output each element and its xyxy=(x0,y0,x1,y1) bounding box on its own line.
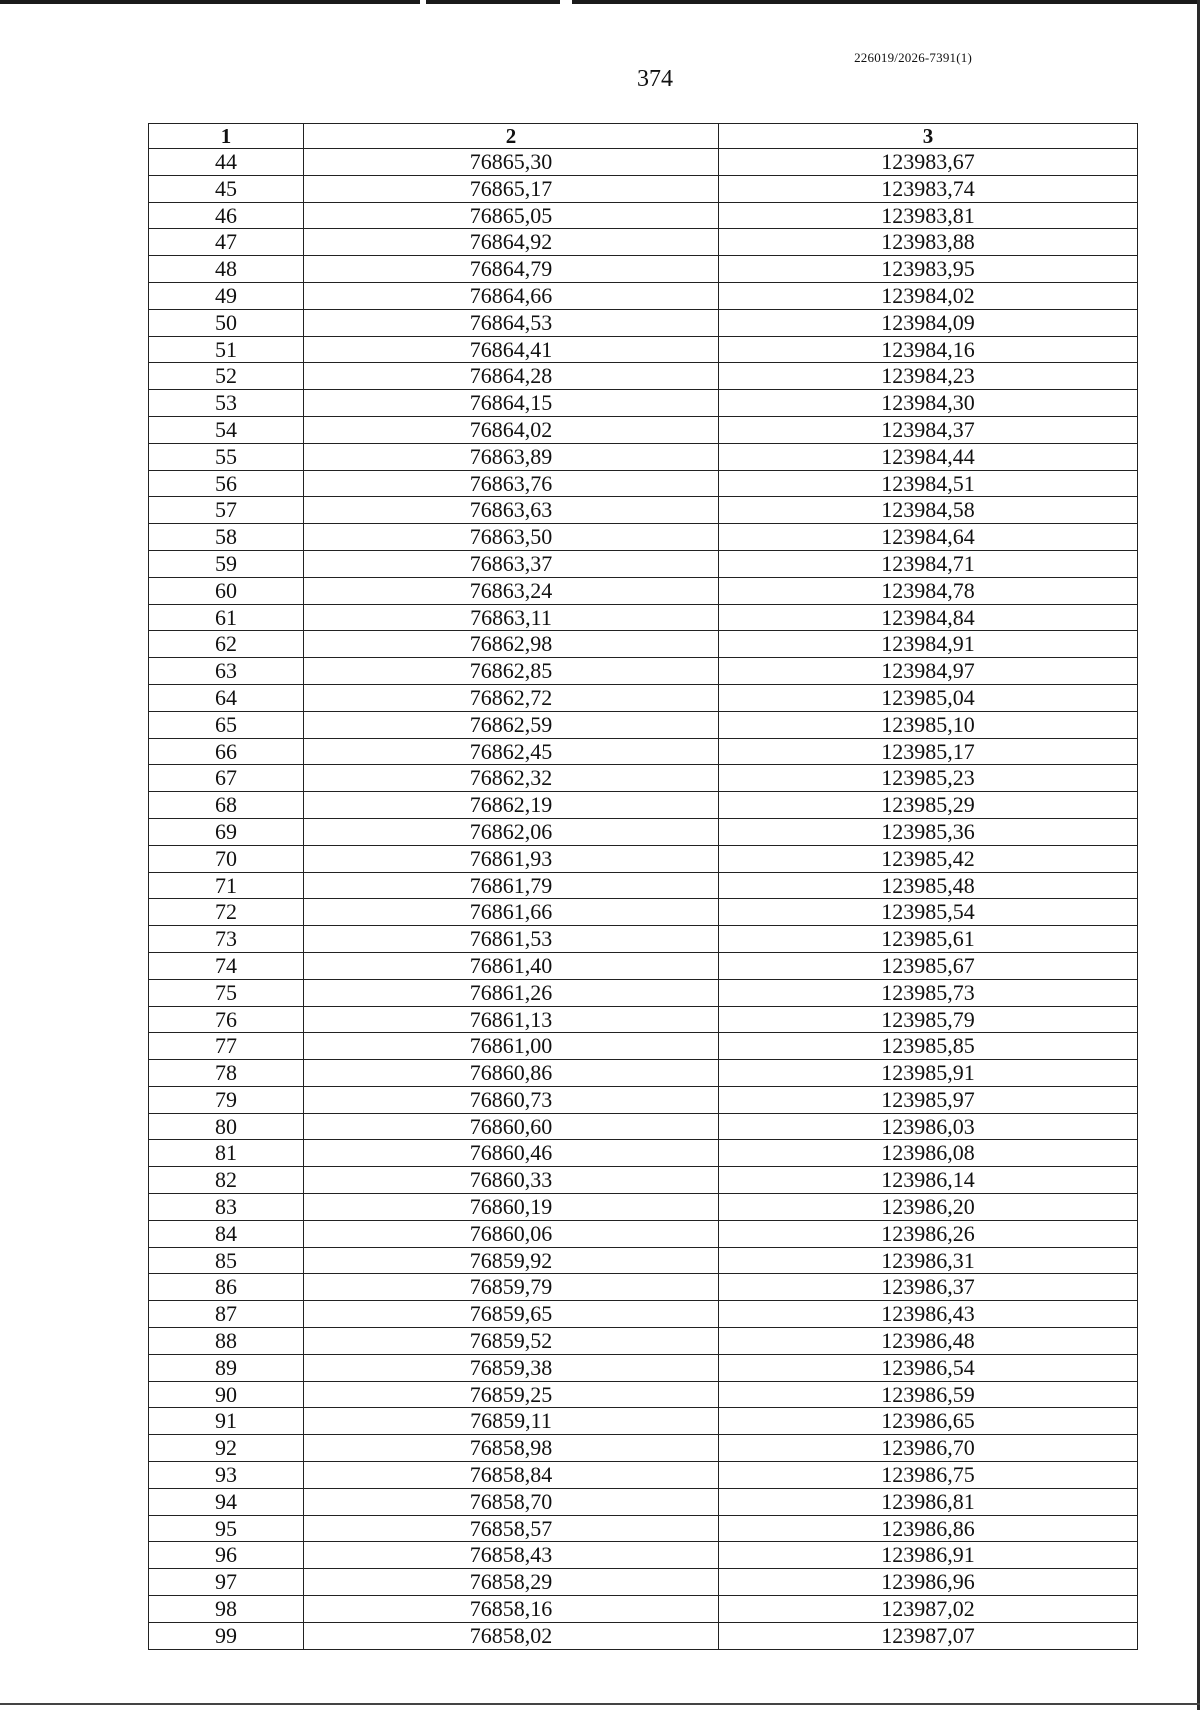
column-header-2: 2 xyxy=(304,124,719,149)
x-coordinate-cell: 76863,11 xyxy=(304,604,719,631)
table-body xyxy=(149,149,1138,1650)
page-number: 374 xyxy=(637,66,673,92)
y-coordinate-cell: 123984,58 xyxy=(719,497,1138,524)
point-number-cell: 71 xyxy=(149,872,304,899)
x-coordinate-cell: 76860,73 xyxy=(304,1086,719,1113)
x-coordinate-cell: 76862,85 xyxy=(304,658,719,685)
table-row xyxy=(149,899,1138,926)
point-number-cell: 73 xyxy=(149,926,304,953)
table-row xyxy=(149,550,1138,577)
x-coordinate-cell: 76860,06 xyxy=(304,1220,719,1247)
y-coordinate-cell: 123986,08 xyxy=(719,1140,1138,1167)
x-coordinate-cell: 76862,45 xyxy=(304,738,719,765)
point-number-cell: 95 xyxy=(149,1515,304,1542)
y-coordinate-cell: 123983,88 xyxy=(719,229,1138,256)
point-number-cell: 91 xyxy=(149,1408,304,1435)
y-coordinate-cell: 123985,73 xyxy=(719,979,1138,1006)
x-coordinate-cell: 76860,19 xyxy=(304,1194,719,1221)
y-coordinate-cell: 123984,16 xyxy=(719,336,1138,363)
y-coordinate-cell: 123986,54 xyxy=(719,1354,1138,1381)
x-coordinate-cell: 76858,57 xyxy=(304,1515,719,1542)
table-row xyxy=(149,631,1138,658)
table-row xyxy=(149,1167,1138,1194)
table-row xyxy=(149,1033,1138,1060)
point-number-cell: 67 xyxy=(149,765,304,792)
table-row xyxy=(149,765,1138,792)
y-coordinate-cell: 123986,20 xyxy=(719,1194,1138,1221)
y-coordinate-cell: 123985,97 xyxy=(719,1086,1138,1113)
table-header-row xyxy=(149,124,1138,149)
table-row xyxy=(149,524,1138,551)
table-row xyxy=(149,1274,1138,1301)
x-coordinate-cell: 76859,11 xyxy=(304,1408,719,1435)
point-number-cell: 80 xyxy=(149,1113,304,1140)
y-coordinate-cell: 123985,67 xyxy=(719,952,1138,979)
table-row xyxy=(149,1381,1138,1408)
table-row xyxy=(149,470,1138,497)
x-coordinate-cell: 76859,92 xyxy=(304,1247,719,1274)
point-number-cell: 62 xyxy=(149,631,304,658)
y-coordinate-cell: 123986,37 xyxy=(719,1274,1138,1301)
x-coordinate-cell: 76861,40 xyxy=(304,952,719,979)
y-coordinate-cell: 123985,85 xyxy=(719,1033,1138,1060)
x-coordinate-cell: 76863,76 xyxy=(304,470,719,497)
x-coordinate-cell: 76863,37 xyxy=(304,550,719,577)
y-coordinate-cell: 123984,37 xyxy=(719,416,1138,443)
column-header-3: 3 xyxy=(719,124,1138,149)
y-coordinate-cell: 123985,42 xyxy=(719,845,1138,872)
table-row xyxy=(149,1220,1138,1247)
point-number-cell: 97 xyxy=(149,1569,304,1596)
table-row xyxy=(149,1301,1138,1328)
point-number-cell: 60 xyxy=(149,577,304,604)
point-number-cell: 45 xyxy=(149,175,304,202)
y-coordinate-cell: 123986,48 xyxy=(719,1328,1138,1355)
table-row xyxy=(149,416,1138,443)
point-number-cell: 69 xyxy=(149,818,304,845)
table-row xyxy=(149,149,1138,176)
point-number-cell: 55 xyxy=(149,443,304,470)
point-number-cell: 78 xyxy=(149,1060,304,1087)
y-coordinate-cell: 123986,65 xyxy=(719,1408,1138,1435)
table-row xyxy=(149,309,1138,336)
x-coordinate-cell: 76860,60 xyxy=(304,1113,719,1140)
y-coordinate-cell: 123986,96 xyxy=(719,1569,1138,1596)
column-header-1: 1 xyxy=(149,124,304,149)
x-coordinate-cell: 76862,72 xyxy=(304,684,719,711)
x-coordinate-cell: 76860,33 xyxy=(304,1167,719,1194)
point-number-cell: 53 xyxy=(149,390,304,417)
y-coordinate-cell: 123984,44 xyxy=(719,443,1138,470)
x-coordinate-cell: 76860,86 xyxy=(304,1060,719,1087)
point-number-cell: 47 xyxy=(149,229,304,256)
x-coordinate-cell: 76864,92 xyxy=(304,229,719,256)
y-coordinate-cell: 123985,04 xyxy=(719,684,1138,711)
table-row xyxy=(149,1596,1138,1623)
y-coordinate-cell: 123986,70 xyxy=(719,1435,1138,1462)
y-coordinate-cell: 123986,81 xyxy=(719,1488,1138,1515)
x-coordinate-cell: 76858,29 xyxy=(304,1569,719,1596)
point-number-cell: 96 xyxy=(149,1542,304,1569)
y-coordinate-cell: 123984,84 xyxy=(719,604,1138,631)
table-row xyxy=(149,1515,1138,1542)
x-coordinate-cell: 76865,17 xyxy=(304,175,719,202)
point-number-cell: 49 xyxy=(149,282,304,309)
point-number-cell: 82 xyxy=(149,1167,304,1194)
y-coordinate-cell: 123986,59 xyxy=(719,1381,1138,1408)
table-row xyxy=(149,1060,1138,1087)
y-coordinate-cell: 123984,09 xyxy=(719,309,1138,336)
y-coordinate-cell: 123984,23 xyxy=(719,363,1138,390)
x-coordinate-cell: 76858,70 xyxy=(304,1488,719,1515)
table-row xyxy=(149,872,1138,899)
y-coordinate-cell: 123985,29 xyxy=(719,792,1138,819)
x-coordinate-cell: 76858,02 xyxy=(304,1622,719,1649)
point-number-cell: 46 xyxy=(149,202,304,229)
point-number-cell: 86 xyxy=(149,1274,304,1301)
y-coordinate-cell: 123985,48 xyxy=(719,872,1138,899)
x-coordinate-cell: 76861,13 xyxy=(304,1006,719,1033)
table-row xyxy=(149,1462,1138,1489)
x-coordinate-cell: 76860,46 xyxy=(304,1140,719,1167)
table-row xyxy=(149,684,1138,711)
point-number-cell: 44 xyxy=(149,149,304,176)
point-number-cell: 54 xyxy=(149,416,304,443)
x-coordinate-cell: 76861,79 xyxy=(304,872,719,899)
table-row xyxy=(149,845,1138,872)
x-coordinate-cell: 76865,30 xyxy=(304,149,719,176)
x-coordinate-cell: 76862,59 xyxy=(304,711,719,738)
point-number-cell: 90 xyxy=(149,1381,304,1408)
point-number-cell: 83 xyxy=(149,1194,304,1221)
table-row xyxy=(149,604,1138,631)
table-row xyxy=(149,979,1138,1006)
y-coordinate-cell: 123985,10 xyxy=(719,711,1138,738)
y-coordinate-cell: 123985,54 xyxy=(719,899,1138,926)
point-number-cell: 89 xyxy=(149,1354,304,1381)
scan-top-edge xyxy=(0,0,1200,4)
table-row xyxy=(149,926,1138,953)
x-coordinate-cell: 76862,19 xyxy=(304,792,719,819)
point-number-cell: 58 xyxy=(149,524,304,551)
point-number-cell: 93 xyxy=(149,1462,304,1489)
x-coordinate-cell: 76862,98 xyxy=(304,631,719,658)
x-coordinate-cell: 76859,25 xyxy=(304,1381,719,1408)
table-row xyxy=(149,711,1138,738)
y-coordinate-cell: 123985,91 xyxy=(719,1060,1138,1087)
point-number-cell: 48 xyxy=(149,256,304,283)
document-reference: 226019/2026-7391(1) xyxy=(854,50,972,65)
table-row xyxy=(149,282,1138,309)
table-row xyxy=(149,818,1138,845)
x-coordinate-cell: 76864,79 xyxy=(304,256,719,283)
scan-top-gap xyxy=(560,0,572,4)
point-number-cell: 85 xyxy=(149,1247,304,1274)
point-number-cell: 61 xyxy=(149,604,304,631)
table-row xyxy=(149,1488,1138,1515)
y-coordinate-cell: 123986,31 xyxy=(719,1247,1138,1274)
y-coordinate-cell: 123986,91 xyxy=(719,1542,1138,1569)
x-coordinate-cell: 76858,43 xyxy=(304,1542,719,1569)
y-coordinate-cell: 123984,97 xyxy=(719,658,1138,685)
table-row xyxy=(149,1435,1138,1462)
x-coordinate-cell: 76864,41 xyxy=(304,336,719,363)
table-row xyxy=(149,497,1138,524)
table-row xyxy=(149,1569,1138,1596)
scan-bottom-edge xyxy=(0,1703,1200,1705)
table-row xyxy=(149,1006,1138,1033)
y-coordinate-cell: 123986,75 xyxy=(719,1462,1138,1489)
point-number-cell: 79 xyxy=(149,1086,304,1113)
y-coordinate-cell: 123984,30 xyxy=(719,390,1138,417)
x-coordinate-cell: 76863,63 xyxy=(304,497,719,524)
y-coordinate-cell: 123986,86 xyxy=(719,1515,1138,1542)
table-row xyxy=(149,738,1138,765)
table-row xyxy=(149,792,1138,819)
table-row xyxy=(149,1542,1138,1569)
table-row xyxy=(149,256,1138,283)
point-number-cell: 94 xyxy=(149,1488,304,1515)
point-number-cell: 50 xyxy=(149,309,304,336)
point-number-cell: 99 xyxy=(149,1622,304,1649)
point-number-cell: 81 xyxy=(149,1140,304,1167)
x-coordinate-cell: 76864,53 xyxy=(304,309,719,336)
table-row xyxy=(149,1408,1138,1435)
y-coordinate-cell: 123984,78 xyxy=(719,577,1138,604)
point-number-cell: 84 xyxy=(149,1220,304,1247)
x-coordinate-cell: 76862,06 xyxy=(304,818,719,845)
y-coordinate-cell: 123984,64 xyxy=(719,524,1138,551)
y-coordinate-cell: 123984,71 xyxy=(719,550,1138,577)
y-coordinate-cell: 123985,61 xyxy=(719,926,1138,953)
point-number-cell: 75 xyxy=(149,979,304,1006)
table-row xyxy=(149,1113,1138,1140)
table-row xyxy=(149,577,1138,604)
table-row xyxy=(149,229,1138,256)
x-coordinate-cell: 76859,79 xyxy=(304,1274,719,1301)
table-row xyxy=(149,443,1138,470)
x-coordinate-cell: 76861,93 xyxy=(304,845,719,872)
table-row xyxy=(149,175,1138,202)
point-number-cell: 68 xyxy=(149,792,304,819)
point-number-cell: 72 xyxy=(149,899,304,926)
table-row xyxy=(149,1194,1138,1221)
x-coordinate-cell: 76863,89 xyxy=(304,443,719,470)
point-number-cell: 51 xyxy=(149,336,304,363)
y-coordinate-cell: 123985,36 xyxy=(719,818,1138,845)
scan-top-gap xyxy=(420,0,426,4)
y-coordinate-cell: 123985,79 xyxy=(719,1006,1138,1033)
point-number-cell: 74 xyxy=(149,952,304,979)
x-coordinate-cell: 76858,98 xyxy=(304,1435,719,1462)
table-row xyxy=(149,363,1138,390)
x-coordinate-cell: 76859,65 xyxy=(304,1301,719,1328)
table-row xyxy=(149,390,1138,417)
coordinates-table xyxy=(148,123,1138,1650)
x-coordinate-cell: 76863,50 xyxy=(304,524,719,551)
y-coordinate-cell: 123983,81 xyxy=(719,202,1138,229)
y-coordinate-cell: 123983,74 xyxy=(719,175,1138,202)
table-row xyxy=(149,952,1138,979)
point-number-cell: 64 xyxy=(149,684,304,711)
point-number-cell: 56 xyxy=(149,470,304,497)
x-coordinate-cell: 76858,16 xyxy=(304,1596,719,1623)
x-coordinate-cell: 76865,05 xyxy=(304,202,719,229)
y-coordinate-cell: 123984,51 xyxy=(719,470,1138,497)
x-coordinate-cell: 76864,28 xyxy=(304,363,719,390)
table-row xyxy=(149,1354,1138,1381)
y-coordinate-cell: 123986,03 xyxy=(719,1113,1138,1140)
point-number-cell: 92 xyxy=(149,1435,304,1462)
point-number-cell: 52 xyxy=(149,363,304,390)
y-coordinate-cell: 123983,95 xyxy=(719,256,1138,283)
table-row xyxy=(149,1247,1138,1274)
x-coordinate-cell: 76858,84 xyxy=(304,1462,719,1489)
y-coordinate-cell: 123986,26 xyxy=(719,1220,1138,1247)
point-number-cell: 63 xyxy=(149,658,304,685)
point-number-cell: 88 xyxy=(149,1328,304,1355)
x-coordinate-cell: 76864,15 xyxy=(304,390,719,417)
table-row xyxy=(149,336,1138,363)
y-coordinate-cell: 123987,02 xyxy=(719,1596,1138,1623)
table-row xyxy=(149,202,1138,229)
point-number-cell: 70 xyxy=(149,845,304,872)
x-coordinate-cell: 76861,53 xyxy=(304,926,719,953)
y-coordinate-cell: 123986,43 xyxy=(719,1301,1138,1328)
point-number-cell: 57 xyxy=(149,497,304,524)
y-coordinate-cell: 123985,23 xyxy=(719,765,1138,792)
table-row xyxy=(149,658,1138,685)
table-row xyxy=(149,1328,1138,1355)
x-coordinate-cell: 76861,00 xyxy=(304,1033,719,1060)
y-coordinate-cell: 123987,07 xyxy=(719,1622,1138,1649)
point-number-cell: 66 xyxy=(149,738,304,765)
point-number-cell: 76 xyxy=(149,1006,304,1033)
x-coordinate-cell: 76861,66 xyxy=(304,899,719,926)
table-row xyxy=(149,1086,1138,1113)
x-coordinate-cell: 76863,24 xyxy=(304,577,719,604)
y-coordinate-cell: 123986,14 xyxy=(719,1167,1138,1194)
table-row xyxy=(149,1140,1138,1167)
point-number-cell: 98 xyxy=(149,1596,304,1623)
point-number-cell: 59 xyxy=(149,550,304,577)
y-coordinate-cell: 123985,17 xyxy=(719,738,1138,765)
x-coordinate-cell: 76864,02 xyxy=(304,416,719,443)
x-coordinate-cell: 76861,26 xyxy=(304,979,719,1006)
y-coordinate-cell: 123983,67 xyxy=(719,149,1138,176)
y-coordinate-cell: 123984,02 xyxy=(719,282,1138,309)
x-coordinate-cell: 76859,52 xyxy=(304,1328,719,1355)
point-number-cell: 77 xyxy=(149,1033,304,1060)
x-coordinate-cell: 76862,32 xyxy=(304,765,719,792)
table-row xyxy=(149,1622,1138,1649)
x-coordinate-cell: 76859,38 xyxy=(304,1354,719,1381)
y-coordinate-cell: 123984,91 xyxy=(719,631,1138,658)
point-number-cell: 87 xyxy=(149,1301,304,1328)
point-number-cell: 65 xyxy=(149,711,304,738)
x-coordinate-cell: 76864,66 xyxy=(304,282,719,309)
